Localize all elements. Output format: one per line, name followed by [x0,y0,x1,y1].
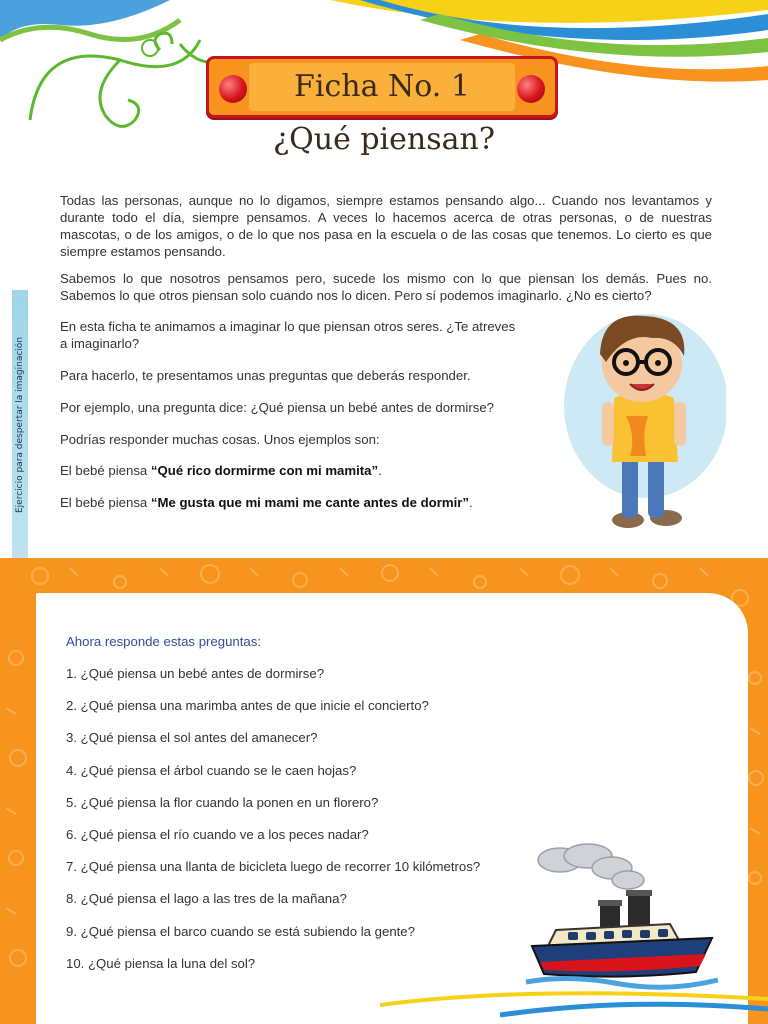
question-item: 3. ¿Qué piensa el sol antes del amanecer? [66,730,318,746]
question-item: 6. ¿Qué piensa el río cuando ve a los peces nadar? [66,826,369,842]
questions-heading: Ahora responde estas preguntas: [66,634,262,649]
question-item: 10. ¿Qué piensa la luna del sol? [66,955,256,971]
side-label: Ejercicio para despertar la imaginación [15,336,25,514]
example-answer-1 [60,462,560,479]
side-strip [12,290,28,560]
question-list [66,666,518,988]
instruction-paragraph: Para hacerlo, te presentamos unas preguntas que deberás responder. [60,368,471,383]
question-item: 4. ¿Qué piensa el árbol cuando se le caen hojas? [66,762,357,778]
boy-with-glasses-illustration [556,306,726,536]
example-quote-1: “Qué rico dormirme con mi mamita” [150,463,379,478]
example-question-paragraph: Por ejemplo, una pregunta dice: ¿Qué piensa un bebé antes de dormirse? [60,400,494,415]
second-paragraph: Sabemos lo que nosotros pensamos pero, sucede los mismo con lo que piensan los demás. Pues no. Sabemos lo que otros piensan solo cuando nos lo dicen. Pero sí podemos imaginarlo. ¿No es cierto? [60,271,712,303]
page-subtitle: ¿Qué piensan? [273,122,495,157]
question-item: 8. ¿Qué piensa el lago a las tres de la mañana? [66,891,347,907]
example-answer-2 [60,494,560,511]
example-prefix: El bebé piensa [60,495,151,510]
title-plate [206,56,558,118]
question-item: 9. ¿Qué piensa el barco cuando se está subiendo la gente? [66,923,415,939]
example-period: . [468,495,473,510]
question-item: 5. ¿Qué piensa la flor cuando la ponen en un florero? [66,794,379,810]
example-prefix: El bebé piensa [60,463,151,478]
bottom-wave-decoration [380,985,768,1024]
examples-intro-paragraph: Podrías responder muchas cosas. Unos ejemplos son: [60,432,380,447]
ship-illustration [520,842,720,998]
question-item: 7. ¿Qué piensa una llanta de bicicleta luego de recorrer 10 kilómetros? [66,859,481,875]
example-period: . [378,463,382,478]
question-item: 2. ¿Qué piensa una marimba antes de que inicie el concierto? [66,698,429,714]
example-quote-2: “Me gusta que mi mami me cante antes de dormir” [150,495,469,510]
third-paragraph: En esta ficha te animamos a imaginar lo que piensan otros seres. ¿Te atreves a imaginarlo? [60,319,516,351]
question-item: 1. ¿Qué piensa un bebé antes de dormirse? [66,666,325,681]
intro-paragraph: Todas las personas, aunque no lo digamos, siempre estamos pensando algo... Cuando nos levantamos y durante todo el día, siempre pensamos. A veces lo hacemos acerca de otras personas, o de nuestras mascotas, o de los amigos, o de lo que nos pasa en la escuela o de las cosas que tenemos. Lo cierto es que siempre estamos pensando. [60,193,712,259]
page-title: Ficha No. 1 [294,69,470,104]
swirl-vine-icon [30,33,230,126]
